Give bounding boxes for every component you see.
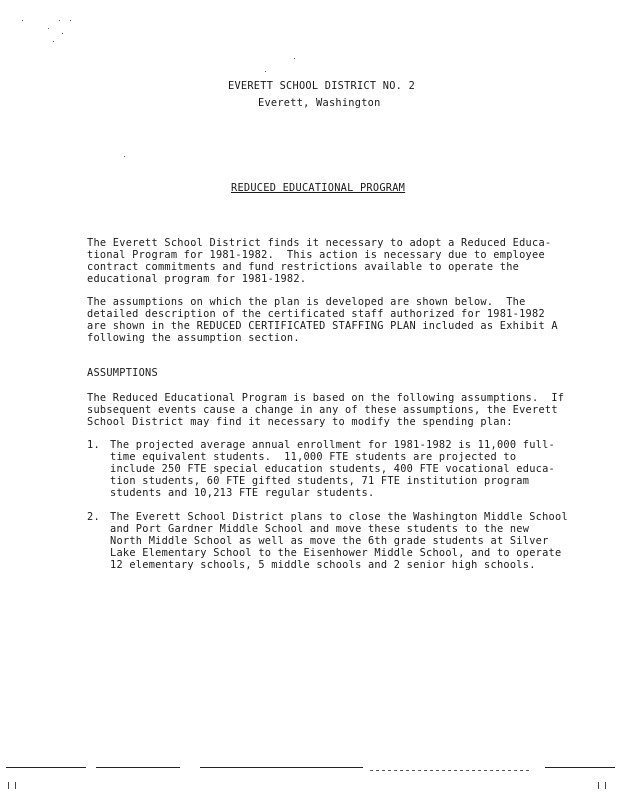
scan-speck [70, 20, 71, 21]
scan-rule [6, 767, 86, 768]
assumptions-heading: ASSUMPTIONS [87, 367, 158, 379]
scan-dash [370, 770, 530, 771]
paragraph-line: educational program for 1981-1982. [87, 273, 307, 285]
paragraph-line: detailed description of the certificated staff authorized for 1981-1982 [87, 308, 545, 320]
paragraph-line: The Everett School District finds it necessary to adopt a Reduced Educa- [87, 237, 552, 249]
scan-speck [294, 58, 295, 59]
scan-speck [53, 41, 54, 42]
item-line: tion students, 60 FTE gifted students, 71 FTE institution program [110, 475, 530, 487]
item-line: The Everett School District plans to close the Washington Middle School [110, 511, 568, 523]
scan-speck [62, 33, 63, 34]
paragraph-line: are shown in the REDUCED CERTIFICATED STAFFING PLAN included as Exhibit A [87, 320, 558, 332]
punch-mark [605, 782, 606, 789]
scan-speck [22, 20, 23, 21]
paragraph-line: School District may find it necessary to modify the spending plan: [87, 416, 513, 428]
item-number: 1. [87, 439, 100, 451]
paragraph-line: contract commitments and fund restrictions available to operate the [87, 261, 520, 273]
item-line: Lake Elementary School to the Eisenhower Middle School, and to operate [110, 547, 562, 559]
item-line: include 250 FTE special education students, 400 FTE vocational educa- [110, 463, 555, 475]
district-name: EVERETT SCHOOL DISTRICT NO. 2 [228, 80, 416, 92]
item-line: time equivalent students. 11,000 FTE students are projected to [110, 451, 517, 463]
scan-rule [200, 767, 363, 768]
scan-rule [96, 767, 180, 768]
document-title: REDUCED EDUCATIONAL PROGRAM [231, 182, 406, 194]
paragraph-line: subsequent events cause a change in any of these assumptions, the Everett [87, 404, 558, 416]
punch-mark [8, 782, 9, 789]
item-line: students and 10,213 FTE regular students. [110, 487, 375, 499]
paragraph-line: following the assumption section. [87, 332, 300, 344]
paragraph-line: The assumptions on which the plan is developed are shown below. The [87, 296, 526, 308]
scan-speck [48, 28, 49, 29]
item-line: 12 elementary schools, 5 middle schools and 2 senior high schools. [110, 559, 536, 571]
scan-rule [545, 767, 615, 768]
item-line: and Port Gardner Middle School and move these students to the new [110, 523, 530, 535]
item-line: The projected average annual enrollment for 1981-1982 is 11,000 full- [110, 439, 555, 451]
district-city: Everett, Washington [258, 97, 381, 109]
paragraph-line: The Reduced Educational Program is based on the following assumptions. If [87, 392, 565, 404]
punch-mark [15, 782, 16, 789]
scan-speck [124, 156, 125, 157]
item-number: 2. [87, 511, 100, 523]
scan-speck [265, 71, 266, 72]
paragraph-line: tional Program for 1981-1982. This action is necessary due to employee [87, 249, 545, 261]
punch-mark [598, 782, 599, 789]
item-line: North Middle School as well as move the 6th grade students at Silver [110, 535, 549, 547]
scan-speck [59, 20, 60, 21]
